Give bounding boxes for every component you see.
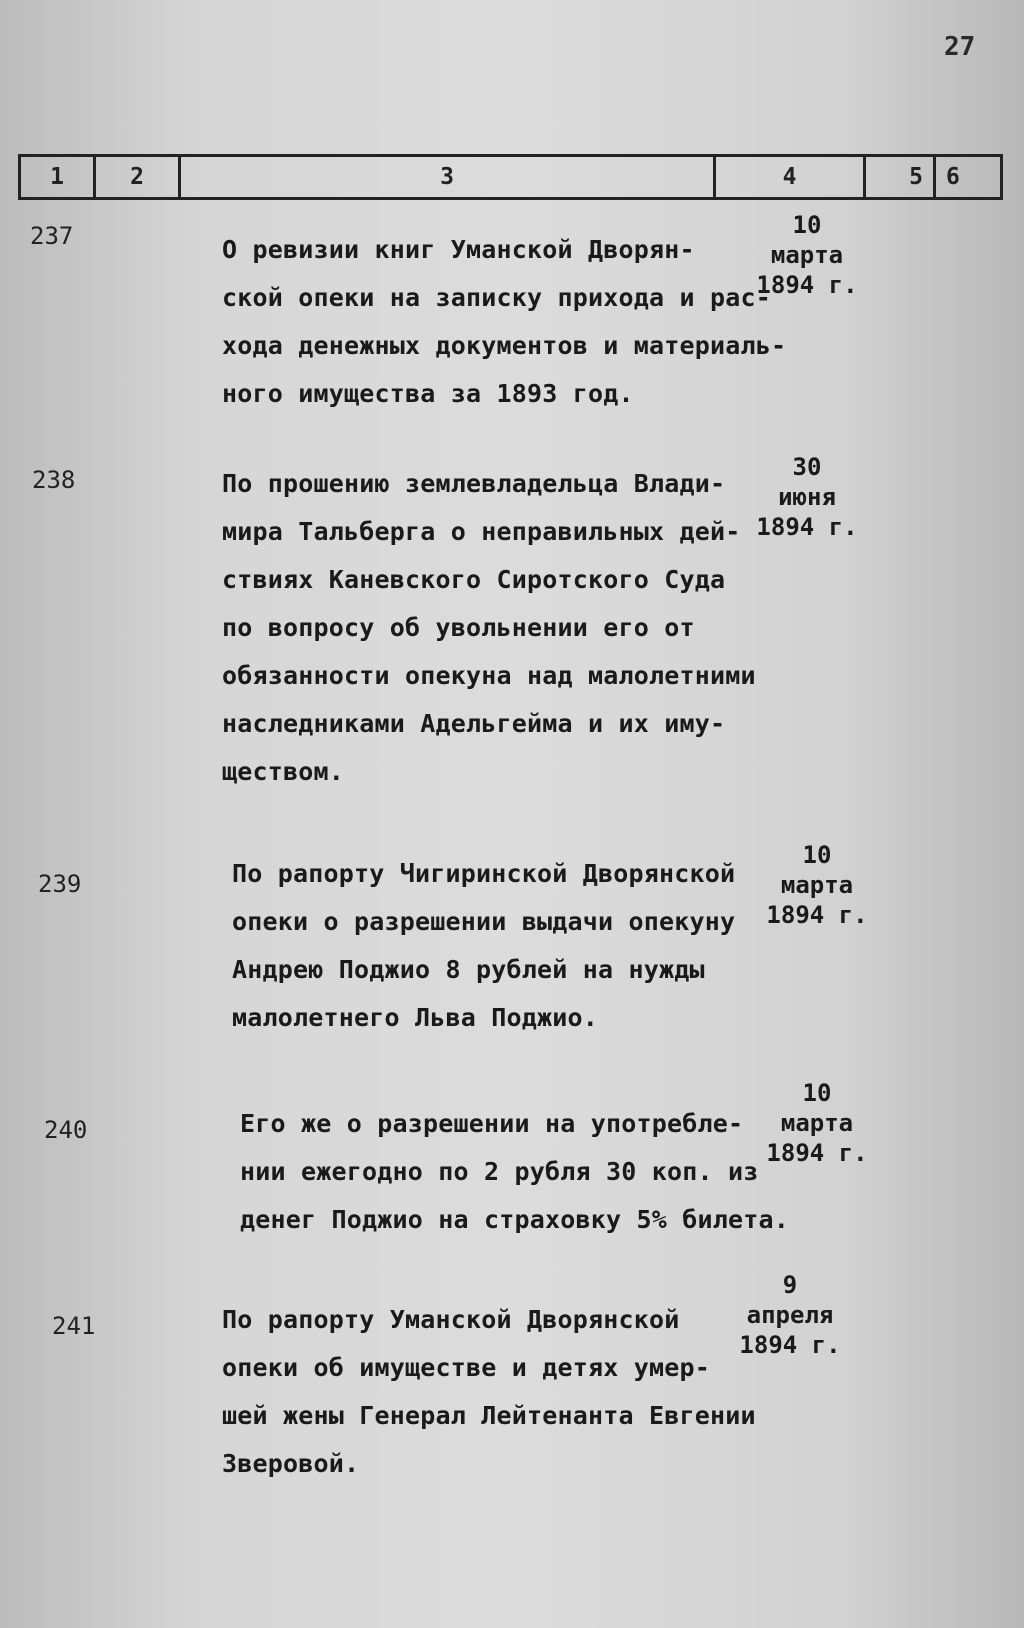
date-day: 10 [802, 1079, 832, 1107]
entry-description [232, 850, 735, 1042]
column-header-2: 2 [93, 157, 178, 197]
date-year: 1894 г. [756, 271, 858, 299]
column-header-1: 1 [18, 157, 93, 197]
entry-text-line: ствиях Каневского Сиротского Суда [222, 565, 726, 594]
date-year: 1894 г. [739, 1331, 841, 1359]
entry-description [222, 226, 786, 418]
date-month: марта [780, 871, 854, 899]
entry-number: 238 [32, 466, 76, 494]
date-day: 10 [802, 841, 832, 869]
entry-number: 240 [44, 1116, 88, 1144]
date-day: 30 [792, 453, 822, 481]
date-year: 1894 г. [756, 513, 858, 541]
entry-text-line: денег Поджио на страховку 5% билета. [240, 1205, 790, 1234]
date-year: 1894 г. [766, 901, 868, 929]
date-month: марта [780, 1109, 854, 1137]
entry-text-line: опеки об имуществе и детях умер- [222, 1353, 711, 1382]
date-year: 1894 г. [766, 1139, 868, 1167]
entry-text-line: По рапорту Уманской Дворянской [222, 1305, 680, 1334]
column-header-6: 6 [933, 157, 1003, 197]
entry-date [752, 840, 882, 930]
date-month: марта [770, 241, 844, 269]
date-day: 9 [782, 1271, 798, 1299]
column-header-3: 3 [178, 157, 713, 197]
entry-text-line: ществом. [222, 757, 345, 786]
entry-text-line: хода денежных документов и материаль- [222, 331, 787, 360]
entry-number: 237 [30, 222, 74, 250]
entry-text-line: наследниками Адельгейма и их иму- [222, 709, 726, 738]
entry-text-line: малолетнего Льва Поджио. [232, 1003, 599, 1032]
entry-text-line: ской опеки на записку прихода и рас- [222, 283, 772, 312]
entry-text-line: обязанности опекуна над малолетними [222, 661, 756, 690]
entry-description [240, 1100, 789, 1244]
entry-date [752, 1078, 882, 1168]
entry-description [222, 1296, 756, 1488]
column-header-5: 5 [863, 157, 933, 197]
entry-text-line: Андрею Поджио 8 рублей на нужды [232, 955, 705, 984]
entry-text-line: ного имущества за 1893 год. [222, 379, 634, 408]
entry-text-line: нии ежегодно по 2 рубля 30 коп. из [240, 1157, 759, 1186]
entry-text-line: мира Тальберга о неправильных дей- [222, 517, 741, 546]
entry-text-line: По прошению землевладельца Влади- [222, 469, 726, 498]
entry-text-line: шей жены Генерал Лейтенанта Евгении [222, 1401, 756, 1430]
date-month: июня [778, 483, 836, 511]
entry-date [742, 210, 872, 300]
entry-description [222, 460, 756, 796]
entry-text-line: По рапорту Чигиринской Дворянской [232, 859, 736, 888]
page-number: 27 [944, 32, 976, 62]
entry-date [725, 1270, 855, 1360]
entry-text-line: Его же о разрешении на употребле- [240, 1109, 744, 1138]
entry-text-line: по вопросу об увольнении его от [222, 613, 695, 642]
column-header-table [18, 154, 1003, 200]
column-header-4: 4 [713, 157, 863, 197]
entry-text-line: опеки о разрешении выдачи опекуну [232, 907, 736, 936]
entry-date [742, 452, 872, 542]
entry-number: 241 [52, 1312, 96, 1340]
entry-number: 239 [38, 870, 82, 898]
entry-text-line: Зверовой. [222, 1449, 360, 1478]
date-day: 10 [792, 211, 822, 239]
entry-text-line: О ревизии книг Уманской Дворян- [222, 235, 695, 264]
date-month: апреля [746, 1301, 834, 1329]
